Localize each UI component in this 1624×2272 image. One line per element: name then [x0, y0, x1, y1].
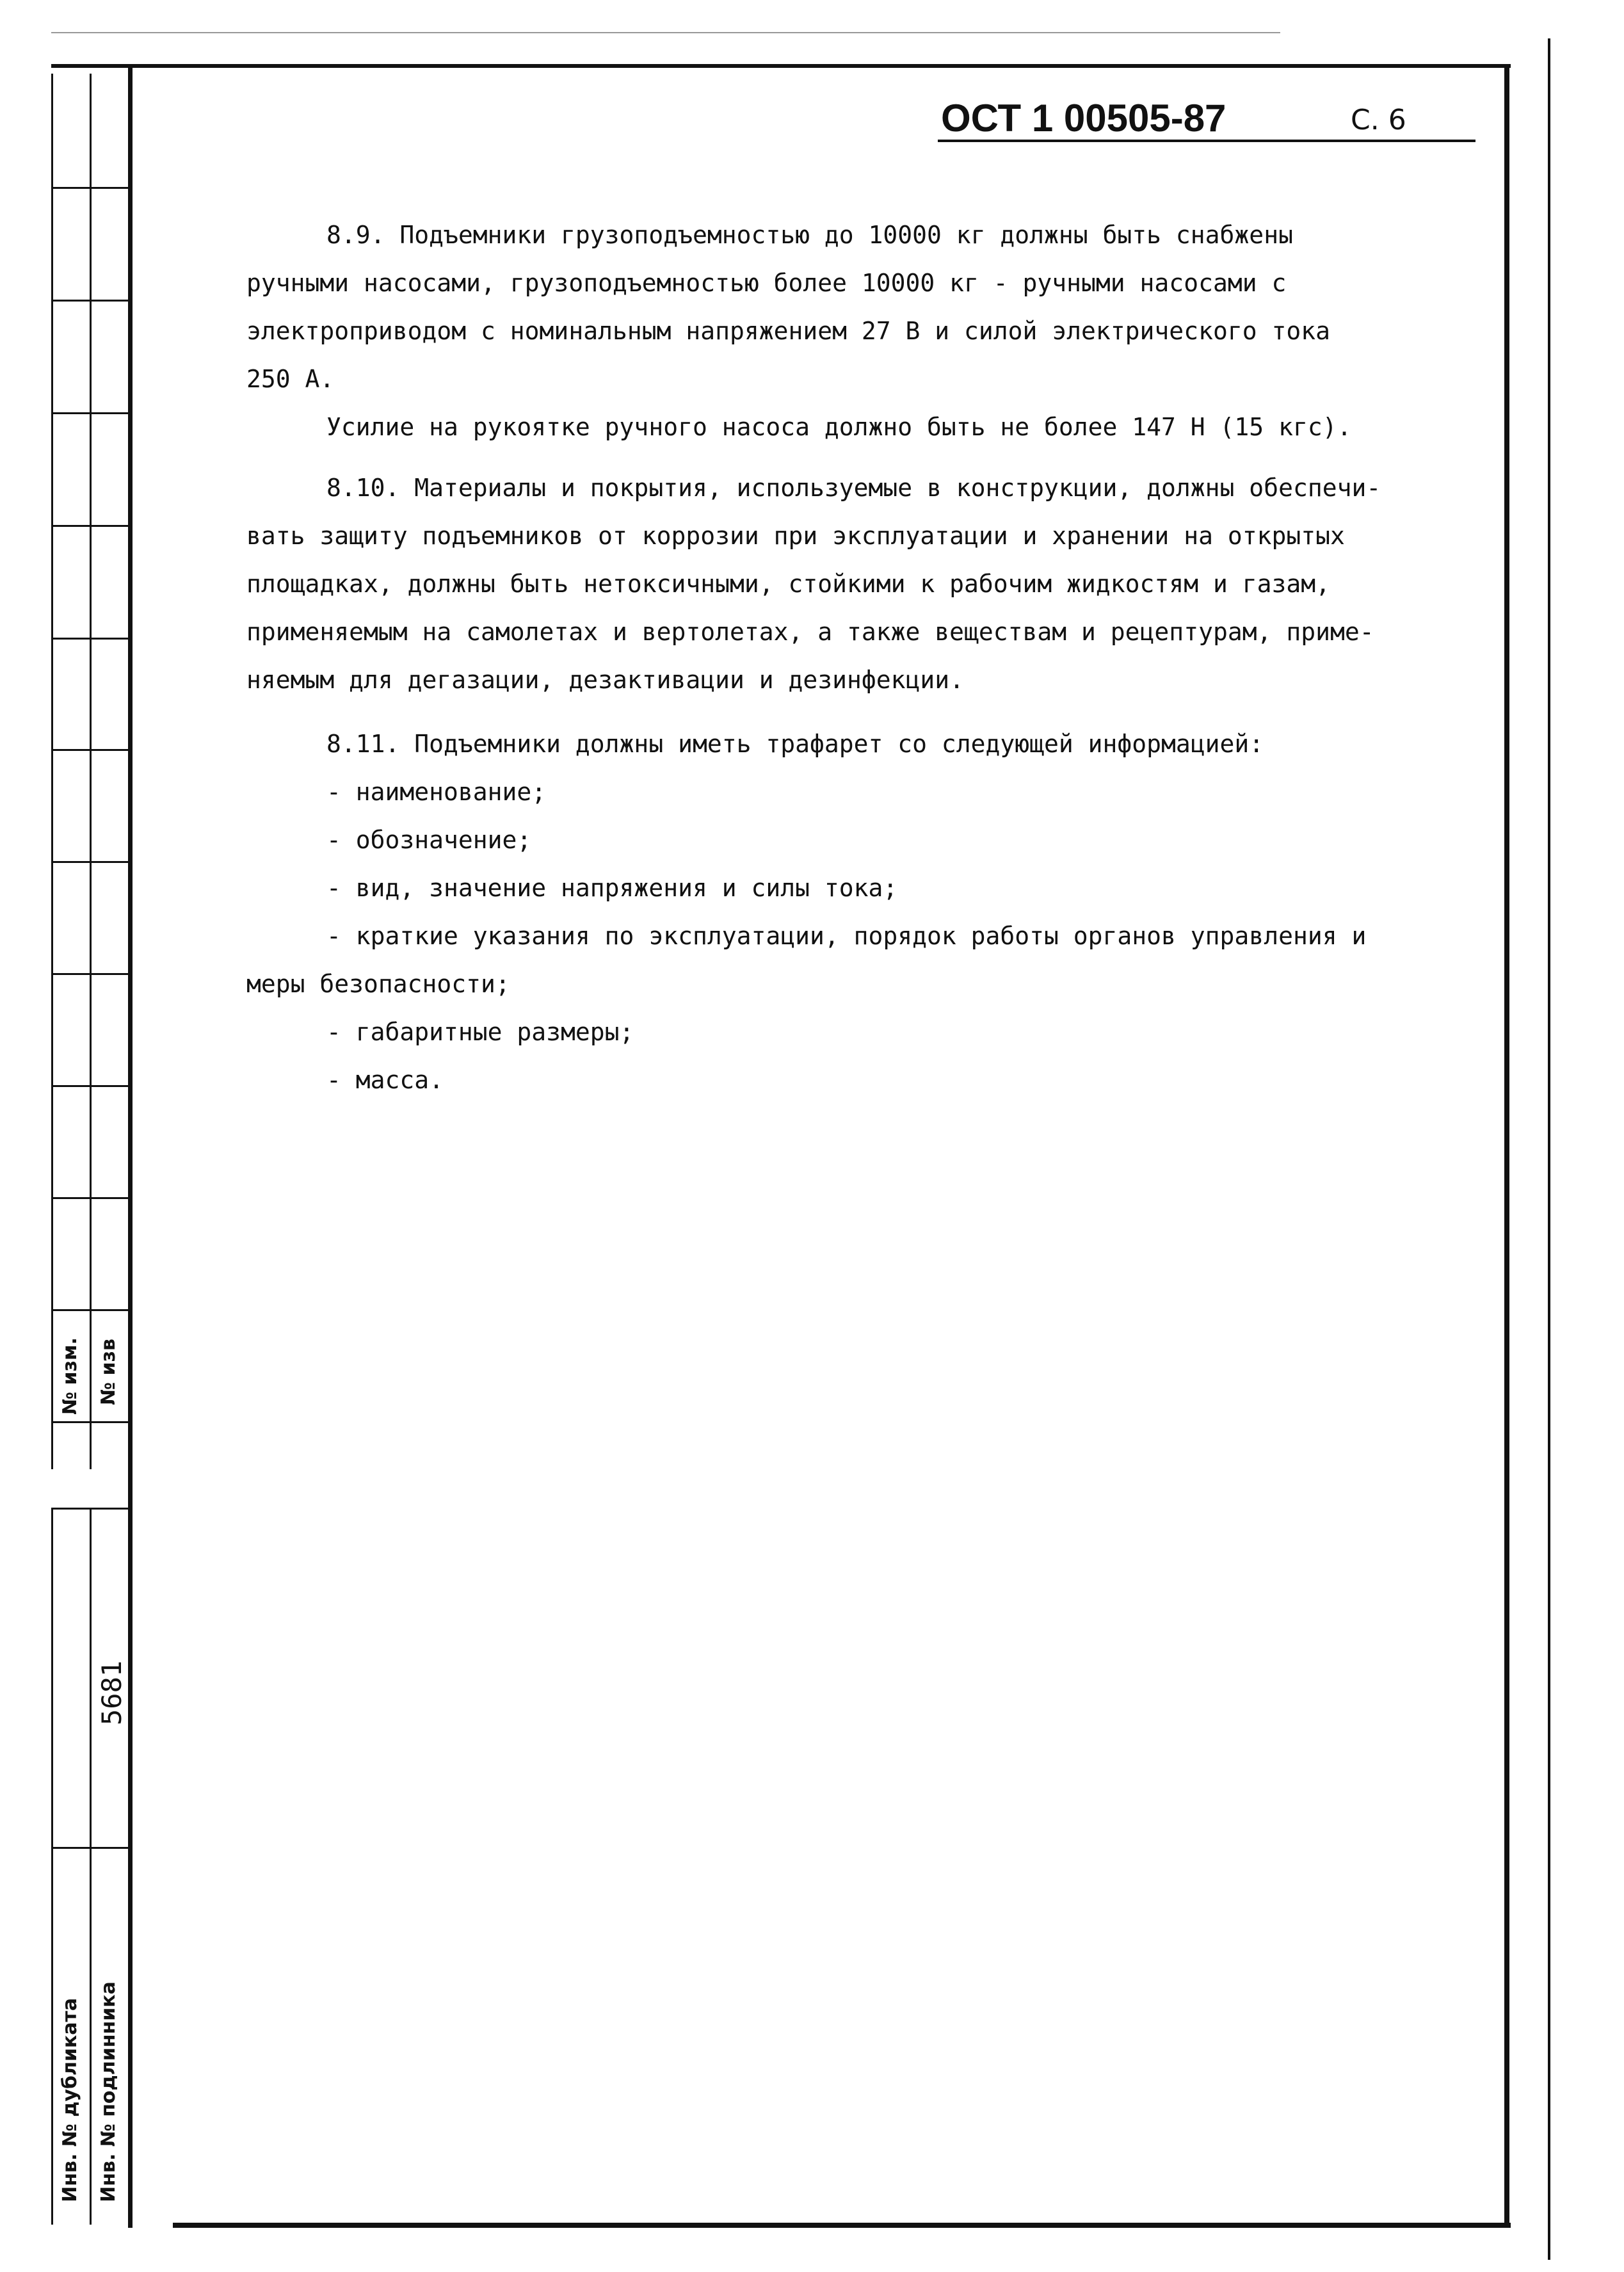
sidebar-tick	[51, 861, 128, 863]
sidebar-col2-right	[128, 1508, 130, 2225]
sidebar-tick	[51, 973, 128, 975]
paragraph-line: площадках, должны быть нетоксичными, стойкими к рабочим жидкостям и газам,	[246, 570, 1330, 598]
paragraph-line: 8.11. Подъемники должны иметь трафарет со следующей информацией:	[326, 730, 1264, 758]
paragraph-line: электроприводом с номинальным напряжением 27 В и силой электрического тока	[246, 317, 1330, 345]
sidebar-tick	[51, 638, 128, 640]
sidebar-col-mid	[90, 74, 92, 1469]
sidebar-tick	[51, 1197, 128, 1199]
top-rule	[51, 32, 1280, 33]
sidebar-tick	[51, 749, 128, 751]
paragraph-line: 250 А.	[246, 365, 335, 393]
sidebar-col2-mid	[90, 1508, 92, 2225]
sidebar-inv-number: 5681	[96, 1660, 127, 1725]
list-item: - габаритные размеры;	[326, 1018, 634, 1046]
sidebar-tick	[51, 187, 128, 189]
list-item: - масса.	[326, 1066, 444, 1094]
sidebar-tick	[51, 1847, 128, 1849]
list-item: - вид, значение напряжения и силы тока;	[326, 874, 898, 902]
sidebar-tick	[51, 1508, 128, 1510]
frame-bottom	[173, 2223, 1511, 2228]
paragraph-line: 8.9. Подъемники грузоподъемностью до 10000 кг должны быть снабжены	[326, 221, 1293, 249]
sidebar-tick	[51, 1085, 128, 1087]
paragraph-line: применяемым на самолетах и вертолетах, а также веществам и рецептурам, приме-	[246, 618, 1374, 646]
paragraph-line: ручными насосами, грузоподъемностью более 10000 кг - ручными насосами с	[246, 269, 1287, 297]
list-item: меры безопасности;	[246, 970, 510, 998]
page-number: С. 6	[1351, 104, 1406, 136]
doc-code: ОСТ 1 00505-87	[941, 97, 1226, 140]
frame-right	[1504, 64, 1509, 2228]
sidebar-label-izv: № изв	[97, 1339, 120, 1405]
list-item: - обозначение;	[326, 826, 532, 854]
paragraph-line: Усилие на рукоятке ручного насоса должно быть не более 147 Н (15 кгс).	[326, 413, 1352, 441]
frame-top	[51, 64, 1511, 68]
header-underline	[938, 140, 1475, 142]
sidebar-tick	[51, 525, 128, 527]
sidebar-label-inv-podl: Инв. № подлинника	[97, 1981, 120, 2202]
sidebar-tick	[51, 1309, 128, 1311]
paragraph-line: няемым для дегазации, дезактивации и дезинфекции.	[246, 666, 965, 694]
sidebar-label-inv-dub: Инв. № дубликата	[59, 1997, 81, 2202]
outer-right-rule	[1548, 38, 1550, 2260]
sidebar-col-left	[51, 74, 53, 1469]
sidebar-tick	[51, 300, 128, 302]
list-item: - наименование;	[326, 778, 547, 806]
paragraph-line: вать защиту подъемников от коррозии при эксплуатации и хранении на открытых	[246, 522, 1345, 550]
sidebar-label-izm: № изм.	[59, 1337, 81, 1415]
sidebar-col2-left	[51, 1508, 53, 2225]
paragraph-line: 8.10. Материалы и покрытия, используемые в конструкции, должны обеспечи-	[326, 474, 1381, 502]
sidebar-tick	[51, 412, 128, 414]
sidebar-tick	[51, 1421, 128, 1423]
list-item: - краткие указания по эксплуатации, порядок работы органов управления и	[326, 922, 1367, 950]
